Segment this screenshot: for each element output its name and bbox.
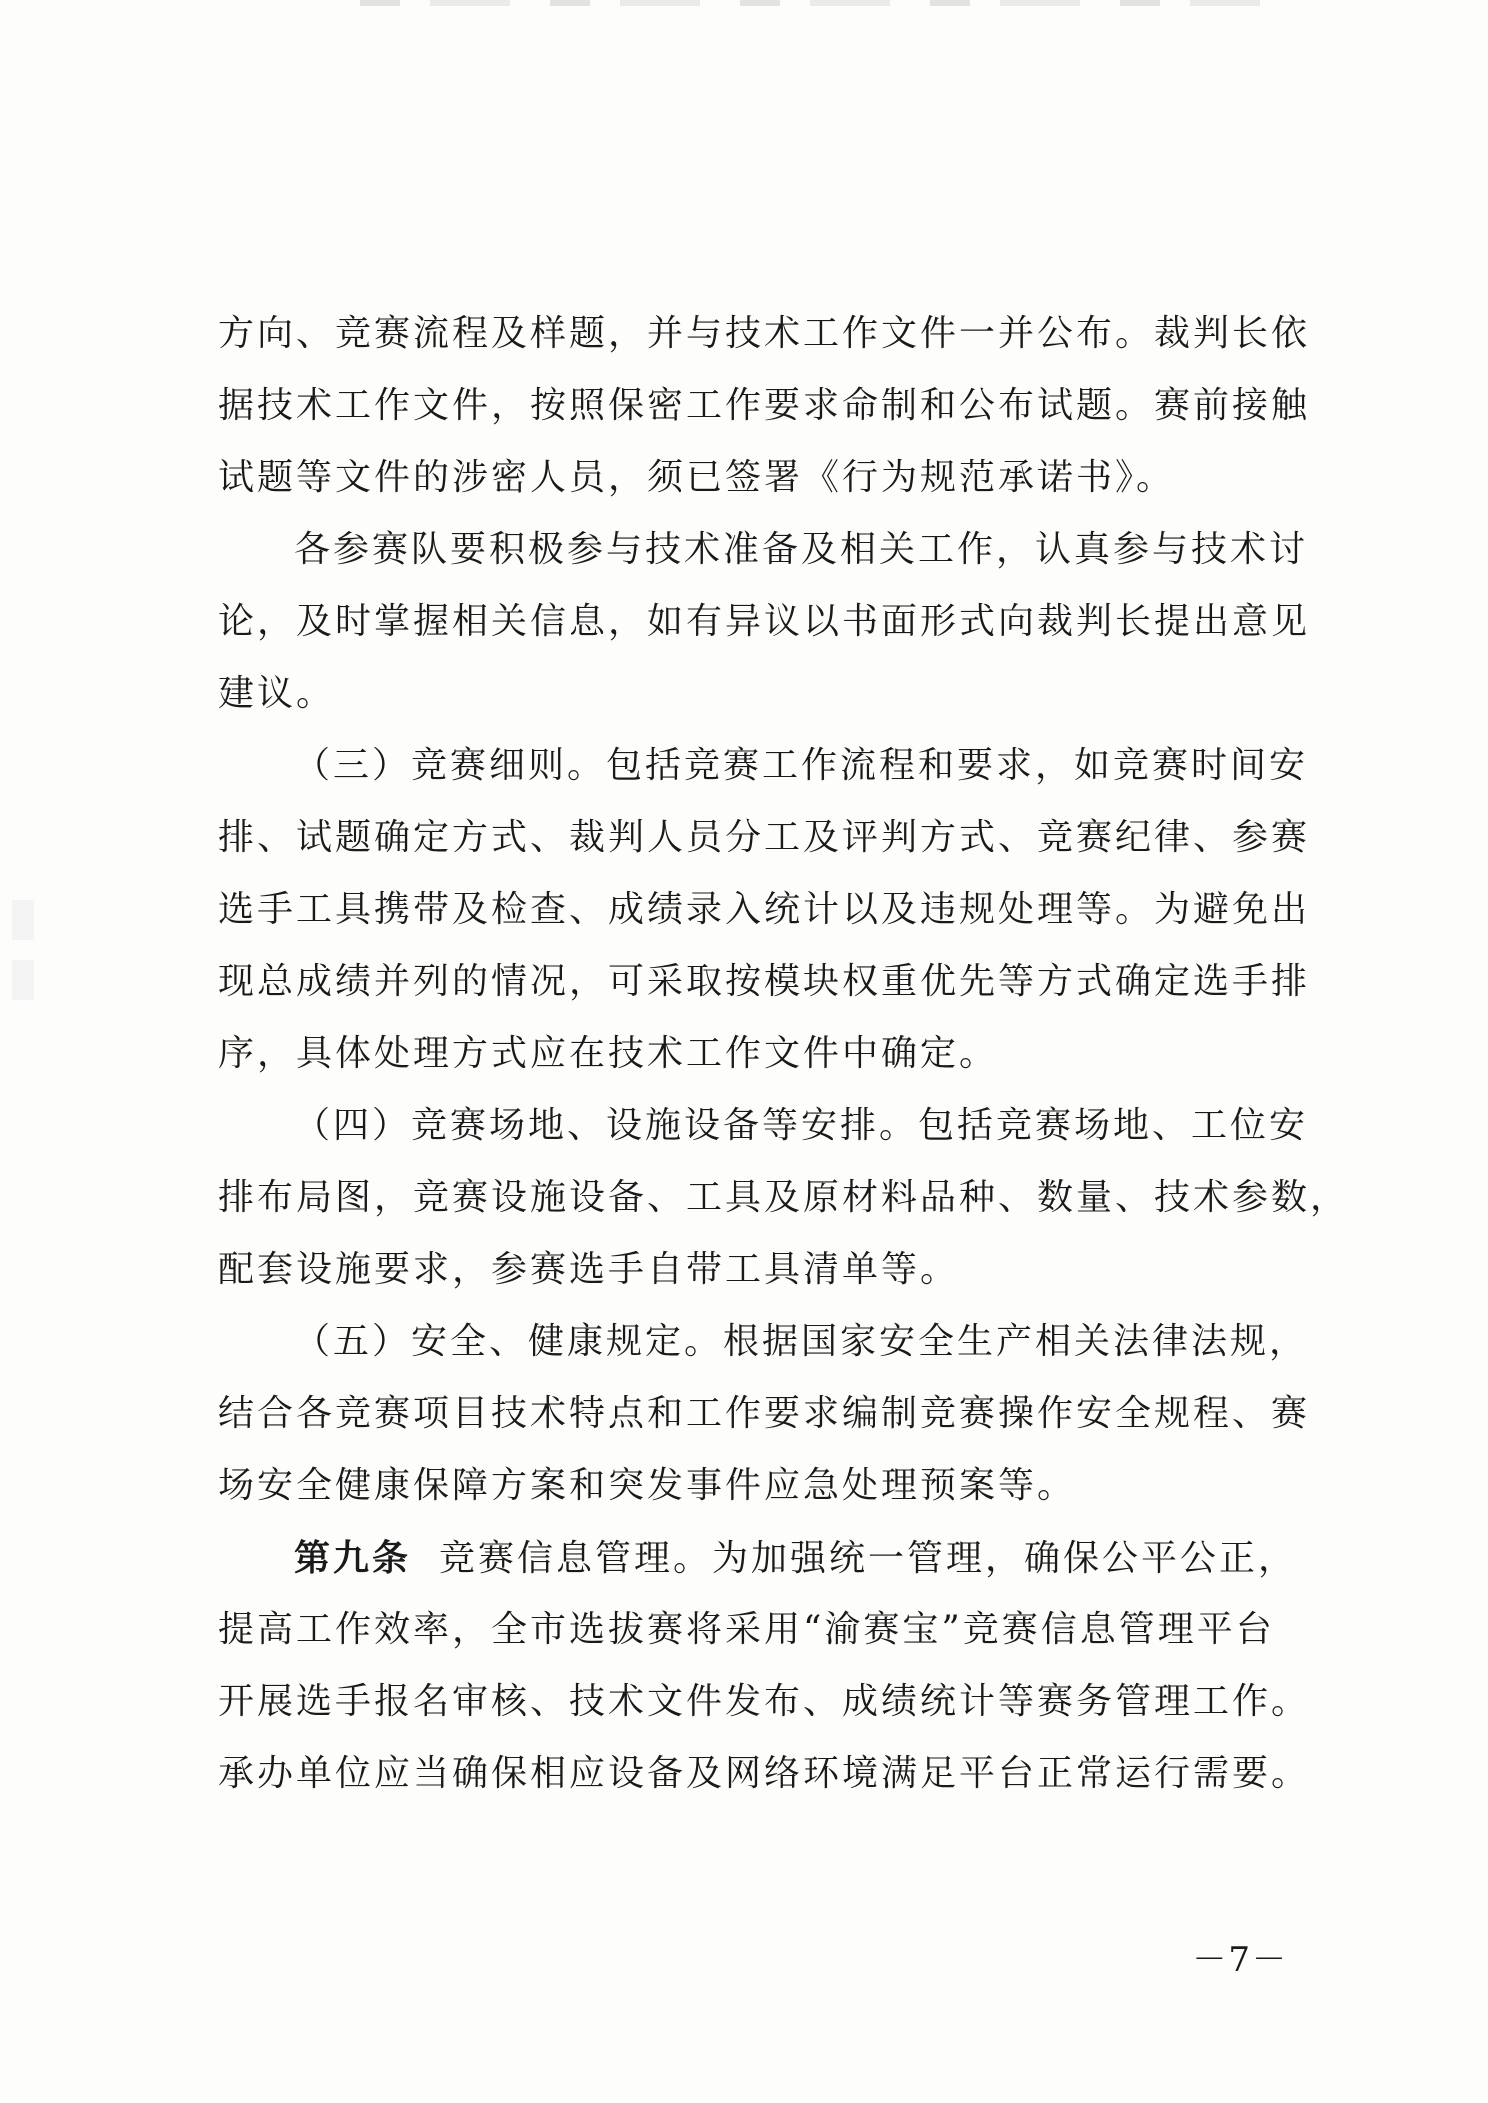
scan-artifact [360,0,1260,6]
text-line: 开展选手报名审核、技术文件发布、成绩统计等赛务管理工作。 [218,1681,1311,1722]
text-line: 选手工具携带及检查、成绩录入统计以及违规处理等。为避免出 [218,889,1311,930]
text-line: 承办单位应当确保相应设备及网络环境满足平台正常运行需要。 [218,1753,1311,1794]
text-line: 场安全健康保障方案和突发事件应急处理预案等。 [218,1465,1077,1506]
text-line: 建议。 [218,673,336,714]
section-5-heading-line: （五）安全、健康规定。根据国家安全生产相关法律法规， [294,1321,1309,1362]
scan-artifact [12,960,34,1000]
text-line: 配套设施要求，参赛选手自带工具清单等。 [218,1249,960,1290]
text-line: 排布局图，竞赛设施设备、工具及原材料品种、数量、技术参数， [218,1177,1350,1218]
text-line: 序，具体处理方式应在技术工作文件中确定。 [218,1033,999,1074]
paragraph-first-line: 各参赛队要积极参与技术准备及相关工作，认真参与技术讨 [294,529,1309,570]
article-9-text: 竞赛信息管理。为加强统一管理，确保公平公正， [439,1538,1298,1579]
scan-artifact [12,900,34,940]
text-line: 提高工作效率，全市选拔赛将采用“渝赛宝”竞赛信息管理平台 [218,1609,1275,1650]
article-label: 第九条 [294,1537,412,1579]
text-line: 结合各竞赛项目技术特点和工作要求编制竞赛操作安全规程、赛 [218,1393,1311,1434]
page-number: －7－ [1192,1940,1288,1980]
text-line: 方向、竞赛流程及样题，并与技术工作文件一并公布。裁判长依 [218,313,1311,354]
section-4-heading-line: （四）竞赛场地、设施设备等安排。包括竞赛场地、工位安 [294,1105,1309,1146]
article-9-first-line [218,1522,1298,1594]
body-text [218,298,1350,1810]
text-line: 论，及时掌握相关信息，如有异议以书面形式向裁判长提出意见 [218,601,1311,642]
text-line: 现总成绩并列的情况，可采取按模块权重优先等方式确定选手排 [218,961,1311,1002]
text-line: 排、试题确定方式、裁判人员分工及评判方式、竞赛纪律、参赛 [218,817,1311,858]
section-3-heading-line: （三）竞赛细则。包括竞赛工作流程和要求，如竞赛时间安 [294,745,1309,786]
text-line: 据技术工作文件，按照保密工作要求命制和公布试题。赛前接触 [218,385,1311,426]
text-line: 试题等文件的涉密人员，须已签署《行为规范承诺书》。 [218,457,1176,498]
